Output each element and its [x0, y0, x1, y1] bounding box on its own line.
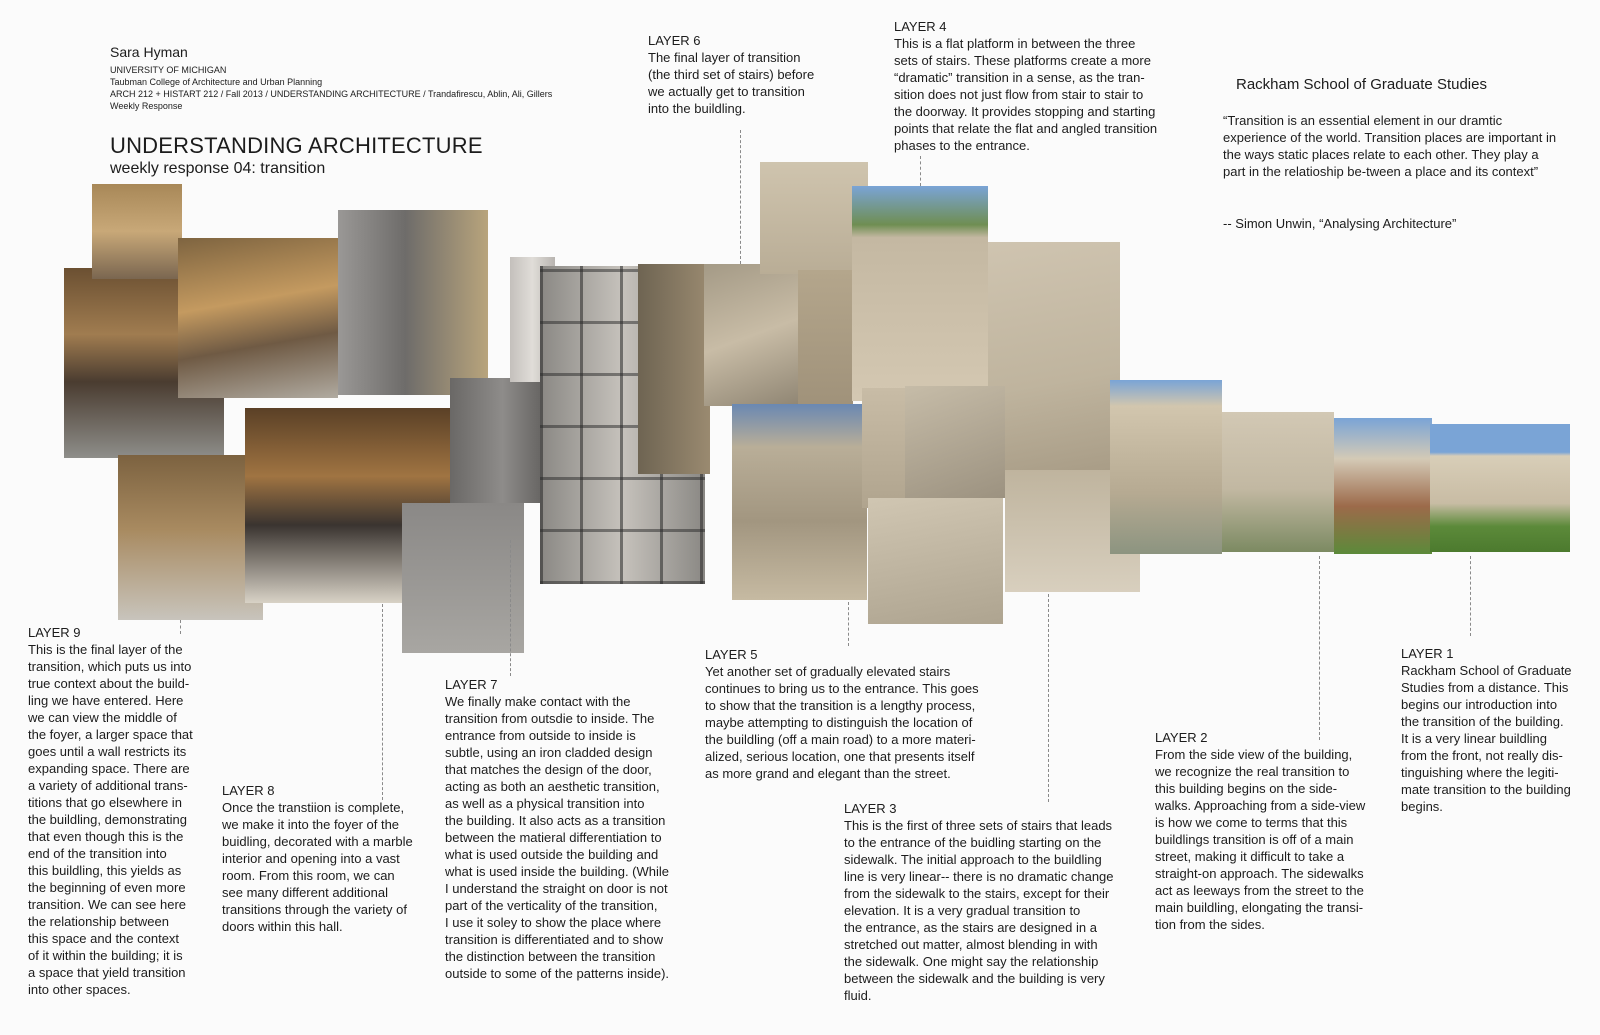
leader-line-layer-3 — [1048, 594, 1049, 802]
leader-line-layer-8 — [382, 604, 383, 800]
leader-line-layer-1 — [1470, 556, 1471, 636]
layer-1-heading: LAYER 1 — [1401, 646, 1454, 661]
meta-university: UNIVERSITY OF MICHIGAN — [110, 65, 227, 75]
quote-source: -- Simon Unwin, “Analysing Architecture” — [1223, 216, 1457, 231]
layer-5-body: Yet another set of gradually elevated stairs continues to bring us to the entrance. This goes to show that the transition is a lengthy process, maybe attempting to distinguish the location of the buildling (off a main road) to a more materi- alized, serious location, one that presents itself as more grand and elegant than the street. — [705, 664, 979, 781]
author-name: Sara Hyman — [110, 44, 188, 60]
layer-3-body: This is the first of three sets of stairs that leads to the entrance of the buidling starting on the sidewalk. The initial approach to the buildling line is very linear-- there is no dramatic change from the sidewalk to the stairs, except for their elevation. It is a very gradual transition to the entrance, as the stairs are designed in a stretched out matter, almost blending in with the sidewalk. One might say the relationship between the sidewalk and the building is very fluid. — [844, 818, 1114, 1003]
layer-2-heading: LAYER 2 — [1155, 730, 1208, 745]
layer-8-body: Once the transtiion is complete, we make it into the foyer of the buidling, decorated with a marble interior and opening into a vast room. From this room, we can see many different additional transitions through the variety of doors within this hall. — [222, 800, 413, 934]
foyer-photo — [178, 238, 338, 398]
stairs-photo — [638, 264, 710, 474]
door-photo — [402, 503, 524, 653]
leader-line-layer-5 — [848, 602, 849, 646]
foyer-photo — [92, 184, 182, 279]
side-view-photo — [1334, 418, 1432, 554]
stairs-photo — [732, 404, 867, 600]
stairs-photo — [798, 270, 853, 405]
layer-5-text — [705, 646, 1015, 782]
leader-line-layer-2 — [1319, 556, 1320, 740]
platform-photo — [852, 186, 988, 401]
layer-8-heading: LAYER 8 — [222, 783, 275, 798]
layer-6-text — [648, 32, 848, 117]
distance-view-photo — [1430, 424, 1570, 552]
meta-college: Taubman College of Architecture and Urban Planning — [110, 77, 323, 87]
layer-2-text — [1155, 729, 1400, 933]
leader-line-layer-6 — [740, 130, 741, 264]
layer-3-text — [844, 800, 1149, 1004]
layer-9-heading: LAYER 9 — [28, 625, 81, 640]
layer-8-text — [222, 782, 442, 935]
stairs-photo — [905, 386, 1005, 498]
stairs-photo — [868, 498, 1003, 624]
layer-7-body: We finally make contact with the transition from outsdie to inside. The entrance from outside to inside is subtle, using an iron cladded design that matches the design of the door, acting as both an aesthetic transition, as well as a physical transition into the building. It also acts as a transition between the matieral differentiation to what is used outside the building and what is used inside the building. (While I understand the straight on door is not part of the verticality of the transition, I use it soley to show the place where transition is differentiated and to show the distinction between the transition outside to some of the patterns inside). — [445, 694, 670, 981]
layer-9-body: This is the final layer of the transition, which puts us into true context about the build- ling we have entered. Here we can view the middle of the foyer, a larger space that goes until a wall restricts its expanding space. There are a variety of additional trans- titions that go elsewhere in the buildling, demonstrating that even though this is the end of the transition into this buildling, this yields as the beginning of even more transition. We can see here the relationship between this space and the context of it within the building; it is a space that yield transition into other spaces. — [28, 642, 193, 997]
layer-7-heading: LAYER 7 — [445, 677, 498, 692]
leader-line-layer-4 — [920, 156, 921, 186]
layer-6-body: The final layer of transition (the third set of stairs) before we actually get to transition into the buildling. — [648, 50, 815, 116]
layer-2-body: From the side view of the building, we recognize the real transition to this building begins on the side- walks. Approaching from a side-view is how we come to terms that this buildlings transition is off of a main street, making it difficult to take a straight-on approach. The sidewalks act as leeways from the street to the main buildling, elongating the transi- tion from the sides. — [1155, 747, 1366, 932]
stairs-photo — [862, 388, 910, 508]
foyer-photo — [118, 455, 263, 620]
sidewalk-photo — [1222, 412, 1334, 552]
layer-4-heading: LAYER 4 — [894, 19, 947, 34]
leader-line-layer-7 — [510, 540, 511, 676]
layer-9-text — [28, 624, 218, 998]
layer-1-text — [1401, 645, 1596, 815]
layer-5-heading: LAYER 5 — [705, 647, 758, 662]
layer-6-heading: LAYER 6 — [648, 33, 701, 48]
meta-type: Weekly Response — [110, 101, 183, 111]
sidewalk-photo — [1110, 380, 1222, 554]
page-subtitle: weekly response 04: transition — [110, 160, 326, 177]
stairs-photo — [704, 264, 804, 406]
layer-7-text — [445, 676, 715, 982]
foyer-photo — [338, 210, 488, 395]
layer-4-body: This is a flat platform in between the three sets of stairs. These platforms create a more “dramatic” transition in a sense, as the tran- sition does not just flow from stair to stair to the doorway. It provides stopping and starting points that relate the flat and angled transition phases to the entrance. — [894, 36, 1158, 153]
layer-4-text — [894, 18, 1199, 154]
quote-heading: Rackham School of Graduate Studies — [1236, 76, 1487, 93]
quote-text: “Transition is an essential element in our dramtic experience of the world. Transition places are important in the ways static places relate to each other. They play a part in the relatioship be-tween a place and its context” — [1223, 113, 1557, 179]
layer-1-body: Rackham School of Graduate Studies from a distance. This begins our introduction into the transition of the building. It is a very linear buildling from the front, not really dis- tinguishing where the legiti- mate transition to the building begins. — [1401, 663, 1572, 814]
layer-3-heading: LAYER 3 — [844, 801, 897, 816]
page-title: UNDERSTANDING ARCHITECTURE — [110, 133, 483, 158]
meta-course: ARCH 212 + HISTART 212 / Fall 2013 / UNDERSTANDING ARCHITECTURE / Trandafirescu, Ablin, Ali, Gillers — [110, 89, 553, 99]
platform-photo — [988, 242, 1120, 472]
